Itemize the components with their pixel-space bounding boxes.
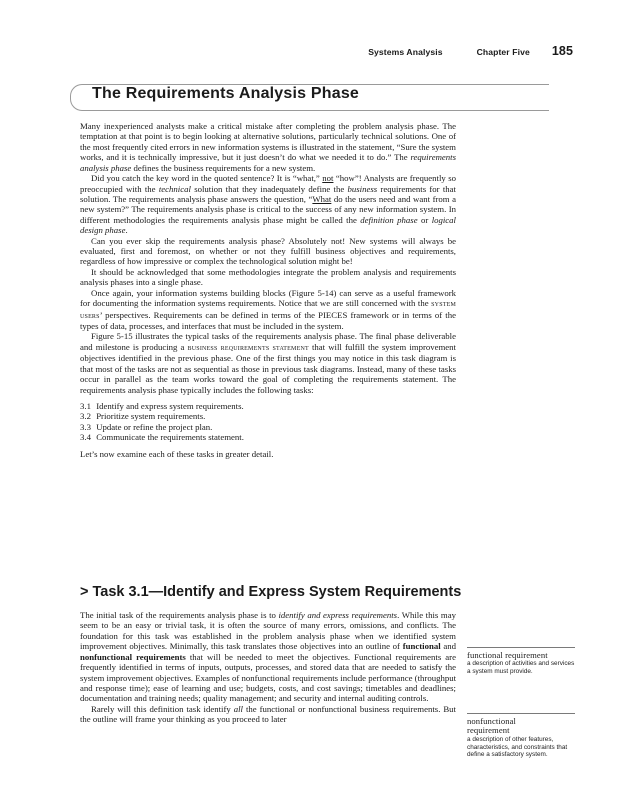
task-text: [80, 610, 456, 725]
divider: [467, 713, 575, 714]
chapter-title: Systems Analysis: [368, 47, 443, 57]
paragraph: Can you ever skip the requirements analysis phase? Absolutely not! New systems will always be evaluated, first and foremost, on whether or not they fulfill business objectives and requirements, regardless of how impressive or complex the technological solution might be!: [80, 235, 456, 267]
running-header: [368, 44, 573, 58]
page-number: 185: [551, 44, 573, 58]
glossary-definition: a description of other features, characteristics, and constraints that define a satisfactory system.: [467, 735, 568, 759]
intro-text: [80, 121, 456, 459]
paragraph: Did you catch the key word in the quoted sentence? It is “what,” not “how”! Analysts are frequently so preoccupied with the technical solution that they inadequately define the business requirements for that solution. The requirements analysis phase answers the question, “What do the users need and want from a new system?” The requirements analysis phase is critical to the success of any new information system. In different methodologies the requirements analysis phase might be called the definition phase or logical design phase.: [80, 173, 456, 236]
chapter-label: Chapter Five: [476, 47, 530, 57]
paragraph: Once again, your information systems building blocks (Figure 5-14) can serve as a useful framework for documenting the information systems requirements. Notice that we are still concerned with the system users’ perspectives. Requirements can be defined in terms of the PIECES framework or in terms of the types of data, processes, and interfaces that must be included in the system.: [80, 287, 456, 332]
task-list: [80, 401, 456, 443]
glossary-term: functional requirement: [467, 650, 548, 660]
list-item: 3.4 Communicate the requirements statement.: [80, 432, 244, 443]
task-heading-text: Task 3.1—Identify and Express System Requirements: [92, 584, 462, 600]
paragraph: It should be acknowledged that some methodologies integrate the problem analysis and requirements analysis phases into a single phase.: [80, 266, 456, 288]
list-item: 3.3 Update or refine the project plan.: [80, 421, 213, 432]
paragraph: Rarely will this definition task identify all the functional or nonfunctional business requirements. But the outline will frame your thinking as you proceed to later: [80, 703, 456, 725]
glossary-term: nonfunctional requirement: [467, 716, 517, 736]
glossary-entry: [467, 713, 575, 759]
list-item: 3.1 Identify and express system requirements.: [80, 400, 244, 411]
section-banner: [70, 78, 548, 114]
chevron-right-icon: >: [80, 584, 89, 600]
divider: [467, 647, 575, 648]
glossary-entry: [467, 647, 575, 676]
paragraph: Many inexperienced analysts make a critical mistake after completing the problem analysis phase. The temptation at that point is to begin looking at alternative solutions, particularly technical solutions. One of the most frequently cited errors in new information systems is illustrated in the statement, “Sure the system works, and it is technically impressive, but it just doesn’t do what we needed it to do.” The requirements analysis phase defines the business requirements for a new system.: [80, 121, 456, 173]
paragraph: Let’s now examine each of these tasks in greater detail.: [80, 448, 274, 459]
section-title: The Requirements Analysis Phase: [92, 85, 360, 102]
glossary-definition: a description of activities and services a system must provide.: [467, 660, 575, 676]
task-heading: [80, 584, 461, 600]
paragraph: The initial task of the requirements analysis phase is to identify and express requirements. While this may seem to be an easy or trivial task, it is often the source of many errors, omissions, and conflicts. The foundation for this task was established in the problem analysis phase when we identified system improvement objectives. Minimally, this task translates those objectives into an outline of functional and nonfunctional requirements that will be needed to meet the objectives. Functional requirements are frequently identified in terms of inputs, outputs, processes, and stored data that are needed to satisfy the system improvement objectives. Examples of nonfunctional requirements include performance (throughput and response time); ease of learning and use; budgets, costs, and cost savings; timetables and deadlines; documentation and training needs; quality management; and security and internal auditing controls.: [80, 610, 456, 704]
paragraph: Figure 5-15 illustrates the typical tasks of the requirements analysis phase. The final phase deliverable and milestone is producing a business requirements statement that will fulfill the system improvement objectives identified in the previous phase. One of the first things you may notice in this task diagram is that most of the tasks are not as sequential as those in previous task diagrams. Instead, many of these tasks occur in parallel as the team works toward the goal of completing the requirements statement. The requirements analysis phase typically includes the following tasks:: [80, 331, 456, 395]
list-item: 3.2 Prioritize system requirements.: [80, 411, 206, 422]
